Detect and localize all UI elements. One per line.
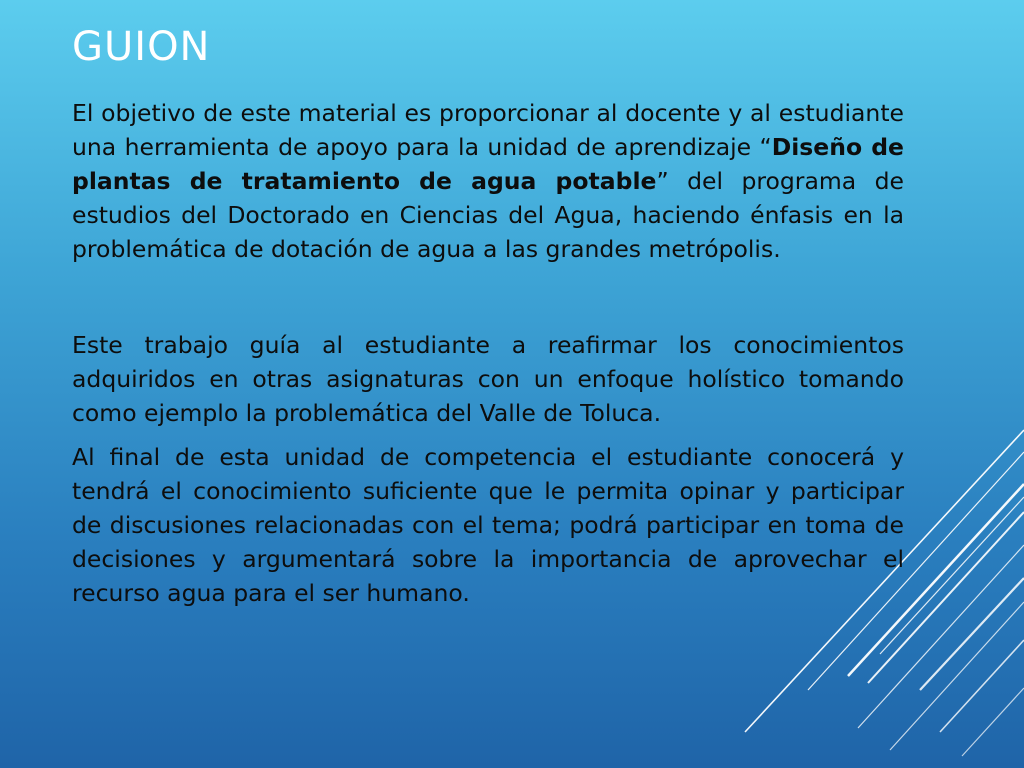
paragraph-outcome: Al final de esta unidad de competencia el estudiante conocerá y tendrá el conocimiento suficiente que le permita opinar y participar de discusiones relacionadas con el tema; podrá participar en toma de decisiones y argumentará sobre la importancia de aprovechar el recurso agua para el ser humano. (72, 443, 904, 607)
paragraph-objective (72, 96, 904, 266)
paragraph-purpose: Este trabajo guía al estudiante a reafirmar los conocimientos adquiridos en otras asignaturas con un enfoque holístico tomando como ejemplo la problemática del Valle de Toluca. (72, 331, 904, 427)
course-name: Diseño de plantas de tratamiento de agua potable (72, 133, 904, 195)
paragraph-objective-intro: El objetivo de este material es proporcionar al docente y al estudiante una herramienta de apoyo para la unidad de aprendizaje “ (72, 99, 904, 161)
paragraph-objective-rest: ” del programa de estudios del Doctorado en Ciencias del Agua, haciendo énfasis en la problemática de dotación de agua a las grandes metrópolis. (72, 167, 904, 263)
slide-body (72, 96, 904, 610)
slide-title: GUION (72, 24, 211, 70)
